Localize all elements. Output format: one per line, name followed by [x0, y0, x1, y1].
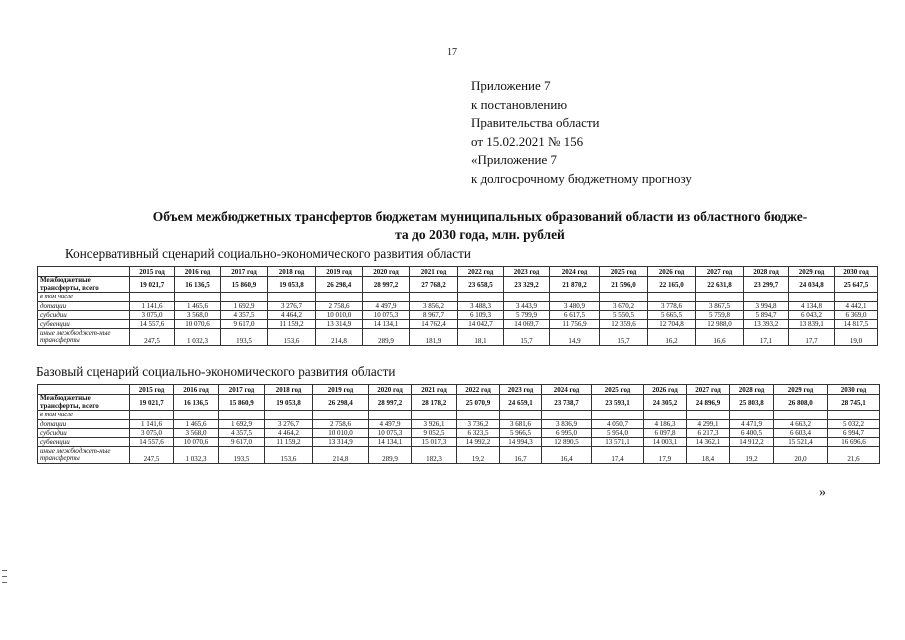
conservative-scenario-title: Консервативный сценарий социально-экономического развития области	[65, 246, 471, 261]
value-cell: 23 658,5	[458, 277, 504, 293]
year-header-cell: 2015 год	[130, 267, 175, 277]
value-cell: 17,1	[744, 329, 789, 346]
appendix-header	[471, 77, 692, 188]
closing-quote: »	[819, 485, 826, 500]
value-cell	[592, 411, 644, 420]
value-cell: 19 053,8	[265, 395, 313, 411]
value-cell: 247,5	[130, 329, 175, 346]
value-cell: 15,7	[504, 329, 550, 346]
row-label: иные межбюджет-ные трансферты	[38, 329, 130, 346]
value-cell: 14 003,1	[644, 438, 687, 447]
value-cell	[265, 411, 313, 420]
header-blank-cell	[38, 267, 130, 277]
value-cell: 6 217,3	[687, 429, 730, 438]
value-cell: 16 136,5	[174, 395, 219, 411]
value-cell: 24 896,9	[687, 395, 730, 411]
value-cell: 4 464,2	[265, 429, 313, 438]
value-cell: 24 659,1	[500, 395, 542, 411]
value-cell: 1 692,9	[219, 420, 265, 429]
year-header-cell: 2023 год	[500, 385, 542, 395]
value-cell: 3 568,0	[175, 311, 221, 320]
value-cell: 3 276,7	[268, 302, 316, 311]
value-cell: 23 738,7	[542, 395, 592, 411]
year-header-cell: 2017 год	[219, 385, 265, 395]
value-cell	[221, 293, 268, 302]
row-label: дотации	[38, 420, 130, 429]
value-cell: 214,8	[316, 329, 363, 346]
value-cell: 16,6	[696, 329, 744, 346]
value-cell: 3 994,8	[744, 302, 789, 311]
value-cell	[313, 411, 369, 420]
value-cell: 3 867,5	[696, 302, 744, 311]
value-cell: 4 497,9	[363, 302, 410, 311]
value-cell: 10 010,0	[316, 311, 363, 320]
value-cell: 17,4	[592, 447, 644, 464]
value-cell: 21 596,0	[600, 277, 648, 293]
value-cell: 193,5	[219, 447, 265, 464]
value-cell: 1 141,6	[130, 420, 174, 429]
value-cell: 1 465,6	[174, 420, 219, 429]
year-header-cell: 2015 год	[130, 385, 174, 395]
value-cell: 5 894,7	[744, 311, 789, 320]
value-cell: 15 521,4	[774, 438, 828, 447]
scan-margin-mark	[2, 582, 7, 583]
value-cell: 6 369,0	[835, 311, 878, 320]
year-header-cell: 2021 год	[410, 267, 458, 277]
table-header-row	[38, 385, 880, 395]
value-cell: 5 799,9	[504, 311, 550, 320]
value-cell: 10 070,6	[175, 320, 221, 329]
value-cell	[369, 411, 412, 420]
value-cell	[542, 411, 592, 420]
value-cell	[687, 411, 730, 420]
value-cell: 28 997,2	[363, 277, 410, 293]
value-cell: 22 631,8	[696, 277, 744, 293]
base-scenario-table	[37, 384, 880, 464]
value-cell: 3 568,0	[174, 429, 219, 438]
value-cell: 4 497,9	[369, 420, 412, 429]
value-cell: 4 471,9	[730, 420, 774, 429]
value-cell: 16,2	[648, 329, 696, 346]
year-header-cell: 2030 год	[835, 267, 878, 277]
value-cell	[828, 411, 880, 420]
value-cell: 247,5	[130, 447, 174, 464]
value-cell: 19 021,7	[130, 395, 174, 411]
value-cell: 16,7	[500, 447, 542, 464]
year-header-cell: 2024 год	[542, 385, 592, 395]
value-cell: 3 856,2	[410, 302, 458, 311]
value-cell: 10 075,3	[363, 311, 410, 320]
value-cell: 24 305,2	[644, 395, 687, 411]
value-cell: 18,1	[458, 329, 504, 346]
value-cell	[175, 293, 221, 302]
year-header-cell: 2020 год	[369, 385, 412, 395]
value-cell	[550, 293, 600, 302]
value-cell	[412, 411, 457, 420]
value-cell: 21,6	[828, 447, 880, 464]
value-cell: 182,3	[412, 447, 457, 464]
value-cell: 6 109,3	[458, 311, 504, 320]
value-cell: 18,4	[687, 447, 730, 464]
value-cell: 8 967,7	[410, 311, 458, 320]
value-cell: 1 465,6	[175, 302, 221, 311]
value-cell	[789, 293, 835, 302]
value-cell: 13 393,2	[744, 320, 789, 329]
value-cell: 3 670,2	[600, 302, 648, 311]
value-cell: 6 995,0	[542, 429, 592, 438]
value-cell	[835, 293, 878, 302]
value-cell: 13 314,9	[313, 438, 369, 447]
value-cell: 3 075,0	[130, 429, 174, 438]
value-cell: 23 593,1	[592, 395, 644, 411]
value-cell	[316, 293, 363, 302]
value-cell: 289,9	[363, 329, 410, 346]
year-header-cell: 2018 год	[265, 385, 313, 395]
value-cell: 19,2	[730, 447, 774, 464]
value-cell: 28 997,2	[369, 395, 412, 411]
value-cell: 10 010,0	[313, 429, 369, 438]
value-cell: 5 550,5	[600, 311, 648, 320]
row-label: субсидии	[38, 311, 130, 320]
row-label: в том числе	[38, 411, 130, 420]
value-cell: 14 817,5	[835, 320, 878, 329]
year-header-cell: 2025 год	[600, 267, 648, 277]
value-cell: 14 994,3	[500, 438, 542, 447]
year-header-cell: 2016 год	[174, 385, 219, 395]
row-label: субвенции	[38, 320, 130, 329]
value-cell: 2 758,6	[316, 302, 363, 311]
value-cell	[458, 293, 504, 302]
value-cell	[600, 293, 648, 302]
year-header-cell: 2030 год	[828, 385, 880, 395]
value-cell	[500, 411, 542, 420]
value-cell: 4 186,3	[644, 420, 687, 429]
table-row	[38, 277, 878, 293]
conservative-scenario-table	[37, 266, 878, 346]
value-cell	[744, 293, 789, 302]
appendix-line: Правительства области	[471, 115, 600, 130]
table-row	[38, 395, 880, 411]
value-cell: 9 617,0	[221, 320, 268, 329]
value-cell: 13 839,1	[789, 320, 835, 329]
year-header-cell: 2022 год	[458, 267, 504, 277]
value-cell: 28 745,1	[828, 395, 880, 411]
row-label: субвенции	[38, 438, 130, 447]
table-header-row	[38, 267, 878, 277]
table-row	[38, 420, 880, 429]
value-cell	[774, 411, 828, 420]
table-row	[38, 293, 878, 302]
row-label: Межбюджетные трансферты, всего	[38, 277, 130, 293]
year-header-cell: 2027 год	[687, 385, 730, 395]
value-cell: 153,6	[265, 447, 313, 464]
title-line: Объем межбюджетных трансфертов бюджетам муниципальных образований области из областного бюдже-	[152, 209, 808, 224]
value-cell: 3 681,6	[500, 420, 542, 429]
value-cell: 5 759,8	[696, 311, 744, 320]
value-cell: 23 299,7	[744, 277, 789, 293]
value-cell: 289,9	[369, 447, 412, 464]
page-number: 17	[447, 47, 457, 58]
value-cell	[174, 411, 219, 420]
table-row	[38, 320, 878, 329]
value-cell: 27 768,2	[410, 277, 458, 293]
value-cell	[504, 293, 550, 302]
value-cell: 28 178,2	[412, 395, 457, 411]
value-cell: 12 359,6	[600, 320, 648, 329]
table-row	[38, 329, 878, 346]
year-header-cell: 2026 год	[648, 267, 696, 277]
value-cell: 3 488,3	[458, 302, 504, 311]
year-header-cell: 2025 год	[592, 385, 644, 395]
value-cell: 15,7	[600, 329, 648, 346]
row-label: субсидии	[38, 429, 130, 438]
value-cell: 14,9	[550, 329, 600, 346]
value-cell: 4 357,5	[219, 429, 265, 438]
value-cell: 21 870,2	[550, 277, 600, 293]
value-cell: 14 042,7	[458, 320, 504, 329]
value-cell: 12 704,8	[648, 320, 696, 329]
value-cell: 4 134,8	[789, 302, 835, 311]
value-cell: 4 663,2	[774, 420, 828, 429]
value-cell: 3 443,9	[504, 302, 550, 311]
value-cell: 5 954,0	[592, 429, 644, 438]
value-cell: 14 762,4	[410, 320, 458, 329]
value-cell: 13 314,9	[316, 320, 363, 329]
year-header-cell: 2026 год	[644, 385, 687, 395]
row-label: дотации	[38, 302, 130, 311]
value-cell: 3 778,6	[648, 302, 696, 311]
value-cell	[268, 293, 316, 302]
year-header-cell: 2021 год	[412, 385, 457, 395]
value-cell: 4 299,1	[687, 420, 730, 429]
appendix-line: к долгосрочному бюджетному прогнозу	[471, 170, 692, 186]
year-header-cell: 2027 год	[696, 267, 744, 277]
value-cell: 24 034,8	[789, 277, 835, 293]
value-cell	[410, 293, 458, 302]
table-row	[38, 429, 880, 438]
value-cell: 1 032,3	[174, 447, 219, 464]
value-cell: 4 050,7	[592, 420, 644, 429]
value-cell: 19,0	[835, 329, 878, 346]
value-cell: 11 159,2	[265, 438, 313, 447]
value-cell: 11 756,9	[550, 320, 600, 329]
value-cell	[130, 411, 174, 420]
value-cell: 19 021,7	[130, 277, 175, 293]
appendix-line: Приложение 7	[471, 78, 551, 93]
value-cell: 6 097,8	[644, 429, 687, 438]
value-cell	[457, 411, 500, 420]
value-cell: 5 665,5	[648, 311, 696, 320]
value-cell: 2 758,6	[313, 420, 369, 429]
header-blank-cell	[38, 385, 130, 395]
value-cell: 6 994,7	[828, 429, 880, 438]
value-cell: 26 808,0	[774, 395, 828, 411]
value-cell: 4 442,1	[835, 302, 878, 311]
year-header-cell: 2016 год	[175, 267, 221, 277]
value-cell: 19,2	[457, 447, 500, 464]
year-header-cell: 2024 год	[550, 267, 600, 277]
value-cell: 16 696,6	[828, 438, 880, 447]
value-cell	[219, 411, 265, 420]
value-cell: 23 329,2	[504, 277, 550, 293]
year-header-cell: 2028 год	[730, 385, 774, 395]
value-cell: 14 557,6	[130, 320, 175, 329]
value-cell: 6 603,4	[774, 429, 828, 438]
value-cell: 26 298,4	[316, 277, 363, 293]
value-cell: 3 926,1	[412, 420, 457, 429]
value-cell: 25 803,8	[730, 395, 774, 411]
value-cell	[130, 293, 175, 302]
value-cell: 14 069,7	[504, 320, 550, 329]
row-label: Межбюджетные трансферты, всего	[38, 395, 130, 411]
value-cell: 193,5	[221, 329, 268, 346]
value-cell: 181,9	[410, 329, 458, 346]
value-cell: 20,0	[774, 447, 828, 464]
value-cell	[648, 293, 696, 302]
value-cell: 11 159,2	[268, 320, 316, 329]
scan-margin-mark	[2, 576, 7, 577]
value-cell: 14 557,6	[130, 438, 174, 447]
row-label: в том числе	[38, 293, 130, 302]
value-cell: 9 617,0	[219, 438, 265, 447]
value-cell: 1 032,3	[175, 329, 221, 346]
title-line: та до 2030 года, млн. рублей	[395, 226, 565, 242]
year-header-cell: 2018 год	[268, 267, 316, 277]
table-row	[38, 311, 878, 320]
appendix-line: к постановлению	[471, 96, 568, 112]
value-cell: 12 988,0	[696, 320, 744, 329]
table-row	[38, 302, 878, 311]
value-cell	[644, 411, 687, 420]
table-row	[38, 438, 880, 447]
appendix-line: от 15.02.2021 № 156	[471, 133, 584, 149]
year-header-cell: 2029 год	[789, 267, 835, 277]
value-cell: 1 141,6	[130, 302, 175, 311]
value-cell: 3 736,2	[457, 420, 500, 429]
year-header-cell: 2029 год	[774, 385, 828, 395]
value-cell: 14 134,1	[363, 320, 410, 329]
value-cell: 14 134,1	[369, 438, 412, 447]
row-label: иные межбюджет-ные трансферты	[38, 447, 130, 464]
value-cell: 3 276,7	[265, 420, 313, 429]
value-cell: 3 836,9	[542, 420, 592, 429]
value-cell: 6 400,5	[730, 429, 774, 438]
value-cell: 3 075,0	[130, 311, 175, 320]
value-cell: 26 298,4	[313, 395, 369, 411]
value-cell: 14 362,1	[687, 438, 730, 447]
value-cell	[696, 293, 744, 302]
value-cell: 4 357,5	[221, 311, 268, 320]
value-cell	[730, 411, 774, 420]
scan-margin-mark	[2, 570, 7, 571]
document-title	[95, 208, 865, 243]
value-cell: 3 480,9	[550, 302, 600, 311]
table-row	[38, 447, 880, 464]
value-cell: 6 617,5	[550, 311, 600, 320]
value-cell: 14 912,2	[730, 438, 774, 447]
value-cell: 12 890,5	[542, 438, 592, 447]
value-cell: 10 075,3	[369, 429, 412, 438]
value-cell: 153,6	[268, 329, 316, 346]
value-cell: 16,4	[542, 447, 592, 464]
value-cell: 15 860,9	[219, 395, 265, 411]
value-cell	[363, 293, 410, 302]
value-cell: 19 053,8	[268, 277, 316, 293]
value-cell: 14 992,2	[457, 438, 500, 447]
value-cell: 25 647,5	[835, 277, 878, 293]
appendix-line: «Приложение 7	[471, 152, 558, 167]
value-cell: 6 043,2	[789, 311, 835, 320]
year-header-cell: 2020 год	[363, 267, 410, 277]
year-header-cell: 2017 год	[221, 267, 268, 277]
value-cell: 22 165,0	[648, 277, 696, 293]
base-scenario-title: Базовый сценарий социально-экономического развития области	[36, 364, 396, 379]
value-cell: 6 323,5	[457, 429, 500, 438]
value-cell: 13 571,1	[592, 438, 644, 447]
value-cell: 10 070,6	[174, 438, 219, 447]
value-cell: 5 966,5	[500, 429, 542, 438]
value-cell: 5 032,2	[828, 420, 880, 429]
value-cell: 17,9	[644, 447, 687, 464]
value-cell: 1 692,9	[221, 302, 268, 311]
table-row	[38, 411, 880, 420]
year-header-cell: 2022 год	[457, 385, 500, 395]
value-cell: 15 017,3	[412, 438, 457, 447]
value-cell: 15 860,9	[221, 277, 268, 293]
value-cell: 9 052,5	[412, 429, 457, 438]
value-cell: 4 464,2	[268, 311, 316, 320]
value-cell: 17,7	[789, 329, 835, 346]
value-cell: 16 136,5	[175, 277, 221, 293]
value-cell: 214,8	[313, 447, 369, 464]
year-header-cell: 2028 год	[744, 267, 789, 277]
year-header-cell: 2023 год	[504, 267, 550, 277]
year-header-cell: 2019 год	[316, 267, 363, 277]
year-header-cell: 2019 год	[313, 385, 369, 395]
value-cell: 25 070,9	[457, 395, 500, 411]
